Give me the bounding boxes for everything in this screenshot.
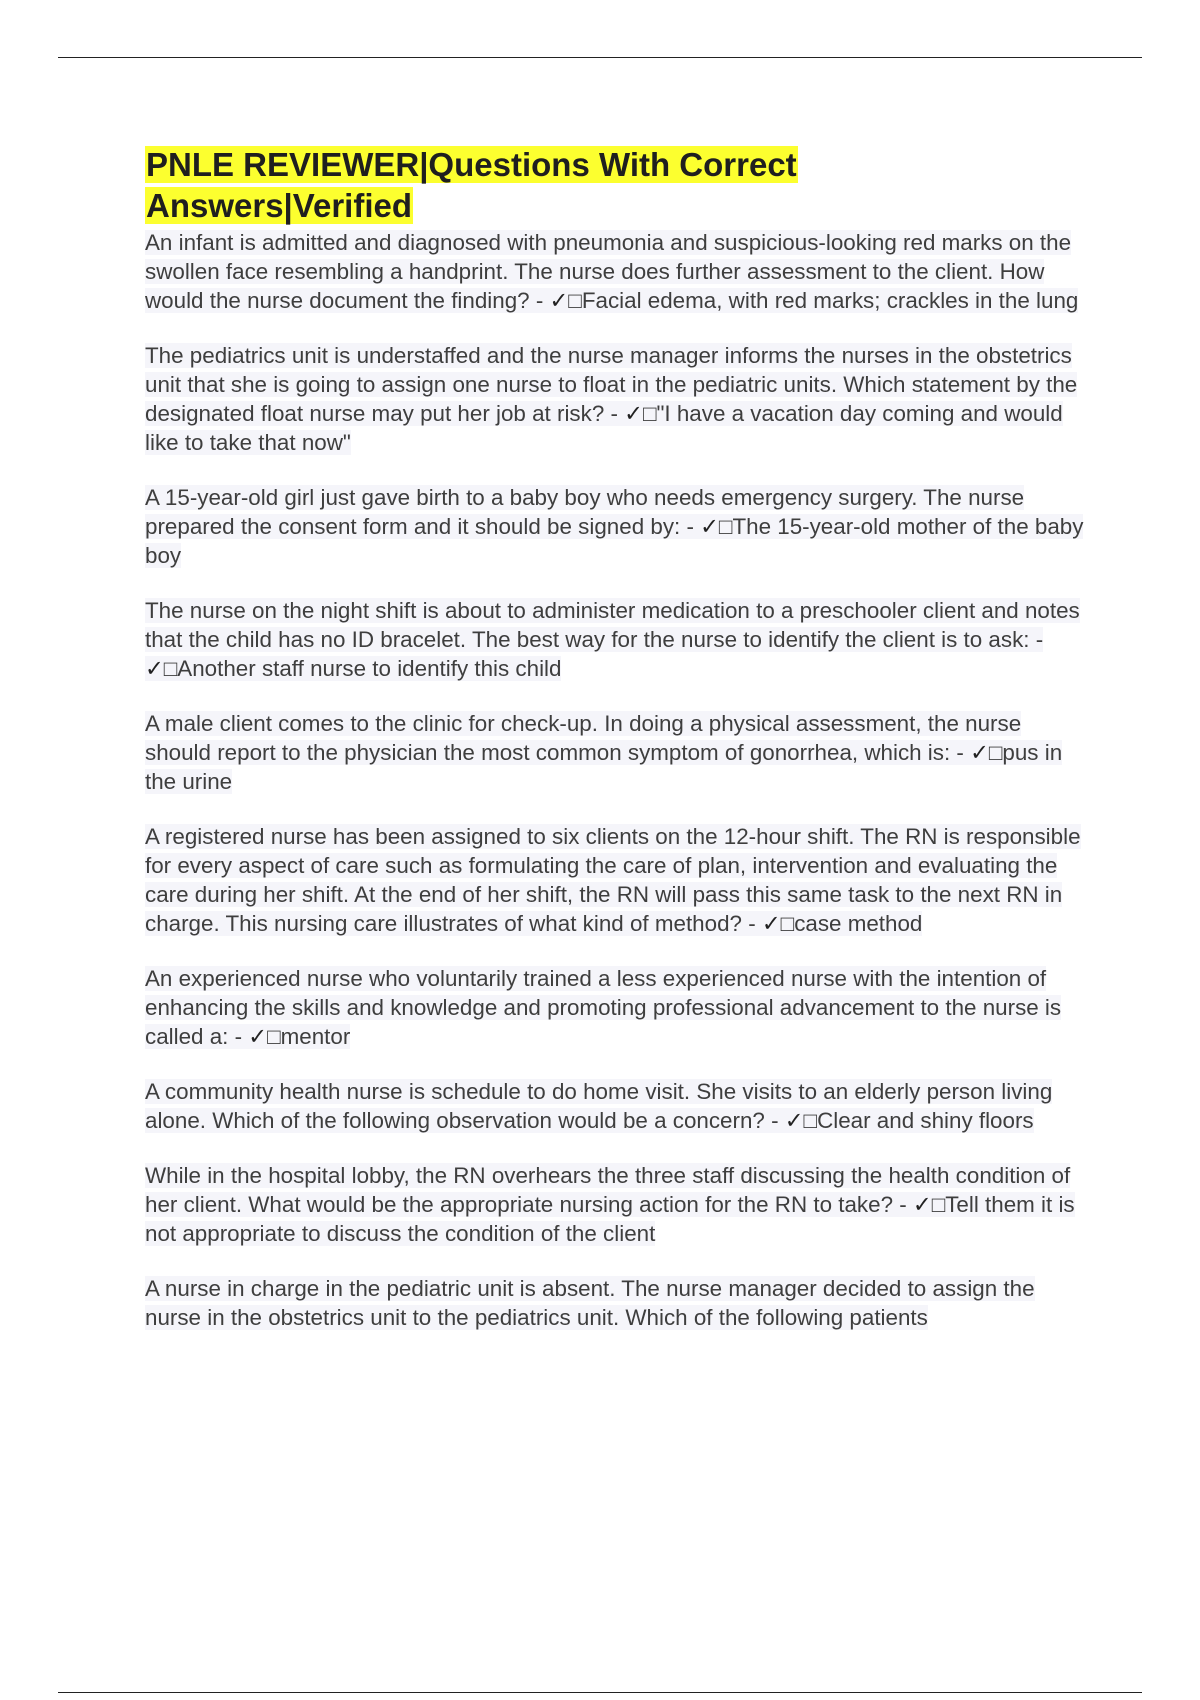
box-icon: □ — [931, 1192, 946, 1217]
qa-item: A 15-year-old girl just gave birth to a baby boy who needs emergency surgery. The nurse prepared the consent form and it should be signed by: - ✓□The 15-year-old mother of the baby boy — [145, 485, 1084, 568]
check-icon: ✓ — [784, 1108, 804, 1133]
check-icon: ✓ — [549, 288, 569, 313]
qa-item: An experienced nurse who voluntarily trained a less experienced nurse with the intention of enhancing the skills and knowledge and promoting professional advancement to the nurse is called a: - ✓□mentor — [145, 966, 1062, 1049]
qa-item: An infant is admitted and diagnosed with pneumonia and suspicious-looking red marks on the swollen face resembling a handprint. The nurse does further assessment to the client. How would the nurse document the finding? - ✓□Facial edema, with red marks; crackles in the lung — [145, 230, 1079, 313]
check-icon: ✓ — [145, 656, 164, 681]
check-icon: ✓ — [912, 1192, 932, 1217]
header-rule — [58, 57, 1142, 58]
check-icon: ✓ — [248, 1024, 268, 1049]
document-body — [145, 144, 1085, 1358]
qa-item: A nurse in charge in the pediatric unit is absent. The nurse manager decided to assign the nurse in the obstetrics unit to the pediatrics unit. Which of the following patients — [145, 1276, 1035, 1330]
box-icon: □ — [718, 514, 733, 539]
box-icon: □ — [568, 288, 582, 313]
box-icon: □ — [803, 1108, 818, 1133]
box-icon: □ — [780, 911, 795, 936]
box-icon: □ — [988, 740, 1003, 765]
footer-rule — [58, 1692, 1142, 1693]
check-icon: ✓ — [761, 911, 781, 936]
box-icon: □ — [163, 656, 178, 681]
document-title: PNLE REVIEWER|Questions With Correct Answers|Verified — [146, 146, 797, 224]
check-icon: ✓ — [970, 740, 989, 765]
check-icon: ✓ — [700, 514, 719, 539]
qa-item: A male client comes to the clinic for check-up. In doing a physical assessment, the nurse should report to the physician the most common symptom of gonorrhea, which is: - ✓□pus in the urine — [145, 711, 1063, 794]
check-icon: ✓ — [624, 401, 643, 426]
box-icon: □ — [267, 1024, 281, 1049]
box-icon: □ — [642, 401, 657, 426]
qa-item: The nurse on the night shift is about to administer medication to a preschooler client and notes that the child has no ID bracelet. The best way for the nurse to identify the client is to ask: - ✓□Another staff nurse to identify this child — [145, 598, 1080, 681]
qa-item: The pediatrics unit is understaffed and the nurse manager informs the nurses in the obstetrics unit that she is going to assign one nurse to float in the pediatric units. Which statement by the designated float nurse may put her job at risk? - ✓□"I have a vacation day coming and would like to take that now" — [145, 343, 1078, 455]
qa-item: A community health nurse is schedule to do home visit. She visits to an elderly person living alone. Which of the following observation would be a concern? - ✓□Clear and shiny floors — [145, 1079, 1053, 1133]
qa-item: While in the hospital lobby, the RN overhears the three staff discussing the health condition of her client. What would be the appropriate nursing action for the RN to take? - ✓□Tell them it is not appropriate to discuss the condition of the client — [145, 1163, 1075, 1246]
qa-item: A registered nurse has been assigned to six clients on the 12-hour shift. The RN is responsible for every aspect of care such as formulating the care of plan, intervention and evaluating the care during her shift. At the end of her shift, the RN will pass this same task to the next RN in charge. This nursing care illustrates of what kind of method? - ✓□case method — [145, 824, 1081, 936]
